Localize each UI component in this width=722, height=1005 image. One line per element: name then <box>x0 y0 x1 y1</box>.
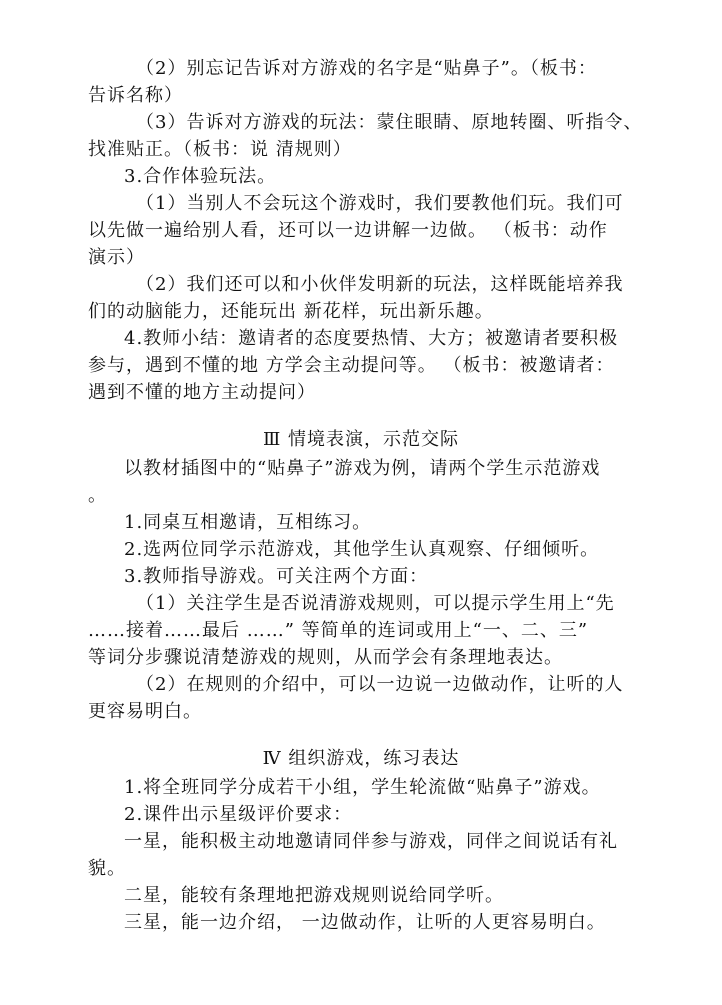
paragraph-sub1-line2: 以先做一遍给别人看，还可以一边讲解一边做。 （板书：动作 <box>88 220 608 241</box>
star1-line1: 一星，能积极主动地邀请同伴参与游戏，同伴之间说话有礼 <box>124 831 618 852</box>
star1-line2: 貌。 <box>88 858 126 879</box>
paragraph-item2-line1: （2）别忘记告诉对方游戏的名字是“贴鼻子”。（板书： <box>136 58 597 79</box>
step3-cooperate: 3.合作体验玩法。 <box>124 166 277 187</box>
paragraph-item2-line2: 告诉名称） <box>88 85 183 106</box>
section4-heading: Ⅳ 组织游戏，练习表达 <box>262 748 460 769</box>
section3-sub2-line2: 更容易明白。 <box>88 701 202 722</box>
section3-sub2-line1: （2）在规则的介绍中，可以一边说一边做动作，让听的人 <box>136 674 624 695</box>
section3-sub1-line2: ……接着……最后 ……” 等简单的连词或用上“一、二、三” <box>88 620 589 641</box>
section3-intro-line2: 。 <box>88 485 107 506</box>
paragraph-item3-line1: （3）告诉对方游戏的玩法：蒙住眼睛、原地转圈、听指令、 <box>136 112 643 133</box>
section3-step2: 2.选两位同学示范游戏，其他学生认真观察、仔细倾听。 <box>124 539 600 560</box>
star3: 三星，能一边介绍， 一边做动作，让听的人更容易明白。 <box>124 912 606 933</box>
section3-sub1-line1: （1）关注学生是否说清游戏规则，可以提示学生用上“先 <box>136 593 615 614</box>
paragraph-item3-line2: 找准贴正。（板书：说 清规则） <box>88 139 352 160</box>
section3-intro-line1: 以教材插图中的“贴鼻子”游戏为例，请两个学生示范游戏 <box>124 458 601 479</box>
paragraph-sub1-line1: （1）当别人不会玩这个游戏时，我们要教他们玩。我们可 <box>136 193 624 214</box>
section3-heading: Ⅲ 情境表演，示范交际 <box>262 429 460 450</box>
section3-step1: 1.同桌互相邀请，互相练习。 <box>124 512 372 533</box>
paragraph-step4-line2: 参与，遇到不懂的地 方学会主动提问等。 （板书：被邀请者： <box>88 355 615 376</box>
section3-step3: 3.教师指导游戏。可关注两个方面： <box>124 566 429 587</box>
paragraph-sub2-line2: 们的动脑能力，还能玩出 新花样，玩出新乐趣。 <box>88 301 494 322</box>
paragraph-sub1-line3: 演示） <box>88 247 145 268</box>
section4-step1: 1.将全班同学分成若干小组，学生轮流做“贴鼻子”游戏。 <box>124 777 601 798</box>
paragraph-sub2-line1: （2）我们还可以和小伙伴发明新的玩法，这样既能培养我 <box>136 274 624 295</box>
section4-step2: 2.课件出示星级评价要求： <box>124 804 353 825</box>
paragraph-step4-line1: 4.教师小结：邀请者的态度要热情、大方；被邀请者要积极 <box>124 328 619 349</box>
paragraph-step4-line3: 遇到不懂的地方主动提问） <box>88 382 316 403</box>
section3-sub1-line3: 等词分步骤说清楚游戏的规则，从而学会有条理地表达。 <box>88 647 563 668</box>
star2: 二星，能较有条理地把游戏规则说给同学听。 <box>124 885 504 906</box>
